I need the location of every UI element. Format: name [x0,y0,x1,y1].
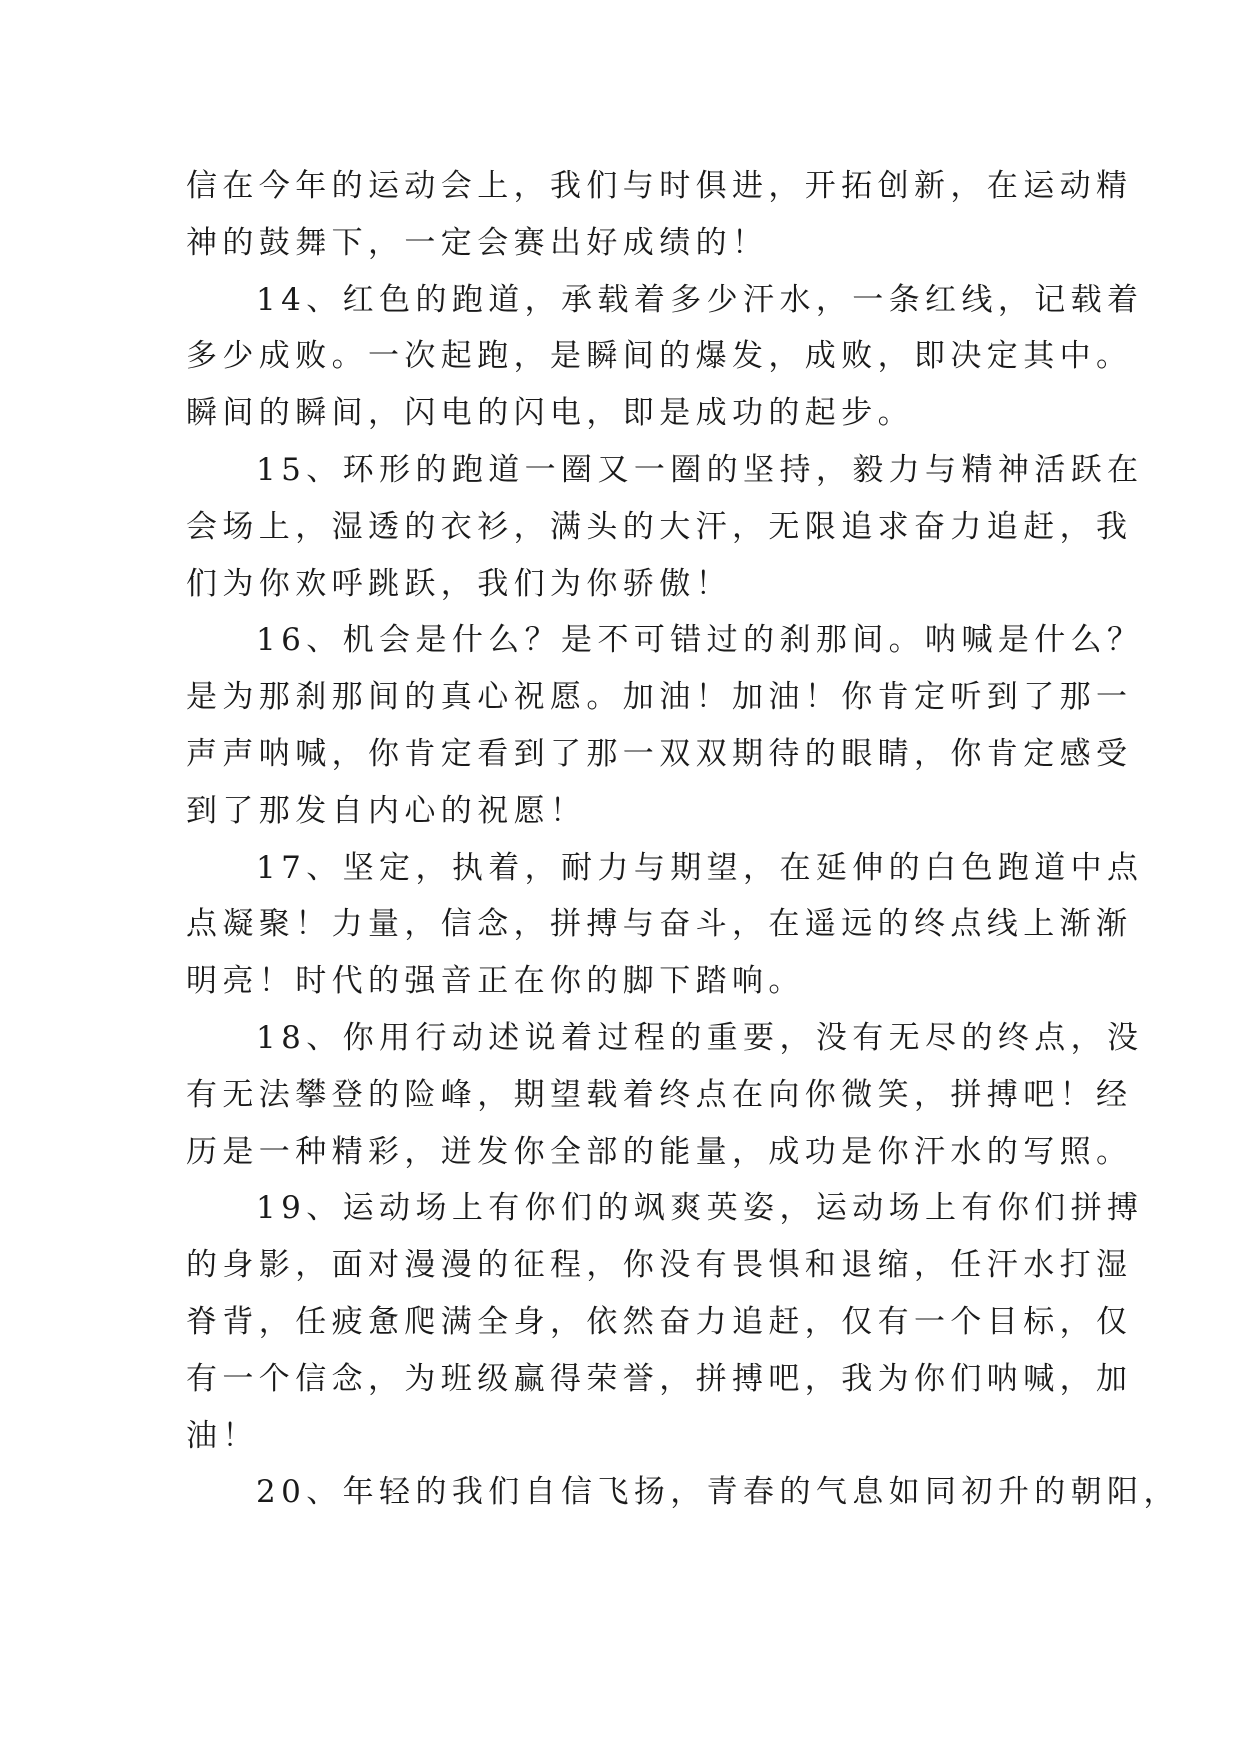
text-line-content: 17、坚定，执着，耐力与期望，在延伸的白色跑道中点 [256,849,1144,886]
text-line-content: 15、环形的跑道一圈又一圈的坚持，毅力与精神活跃在 [256,451,1144,488]
text-line [186,1408,1066,1465]
text-line-content: 声声呐喊，你肯定看到了那一双双期待的眼睛，你肯定感受 [186,735,1133,772]
text-line [186,1464,1180,1521]
text-line [186,1294,1133,1351]
text-line-content: 点凝聚！力量，信念，拼搏与奋斗，在遥远的终点线上渐渐 [186,906,1133,943]
text-line-content: 油！ [186,1417,259,1454]
text-line [186,726,1133,783]
text-line [186,896,1133,953]
text-line [186,442,1144,499]
text-line [186,612,1144,669]
text-line [186,840,1144,897]
text-line-content: 到了那发自内心的祝愿！ [186,792,587,829]
paragraph [186,1180,1144,1464]
text-line-content: 19、运动场上有你们的飒爽英姿，运动场上有你们拼搏 [256,1190,1144,1227]
text-line-content: 瞬间的瞬间，闪电的闪电，即是成功的起步。 [186,395,914,432]
text-line [186,215,1066,272]
text-line [186,158,1133,215]
text-line-content: 有无法攀登的险峰，期望载着终点在向你微笑，拼搏吧！经 [186,1076,1133,1113]
paragraph [186,158,1133,272]
text-line [186,328,1133,385]
text-line [186,1237,1133,1294]
paragraph [186,272,1144,442]
document-body [186,158,1180,1521]
paragraph [186,1010,1144,1180]
text-line [186,1010,1144,1067]
text-line [186,556,1066,613]
text-line [186,1351,1133,1408]
text-line-content: 历是一种精彩，迸发你全部的能量，成功是你汗水的写照。 [186,1133,1133,1170]
text-line-content: 16、机会是什么？是不可错过的刹那间。呐喊是什么？ [256,622,1144,659]
text-line-content: 14、红色的跑道，承载着多少汗水，一条红线，记载着 [256,281,1144,318]
text-line-content: 20、年轻的我们自信飞扬，青春的气息如同初升的朝阳， [256,1474,1180,1511]
text-line-content: 有一个信念，为班级赢得荣誉，拼搏吧，我为你们呐喊，加 [186,1360,1133,1397]
text-line [186,385,1066,442]
text-line-content: 会场上，湿透的衣衫，满头的大汗，无限追求奋力追赶，我 [186,508,1133,545]
text-line [186,669,1133,726]
text-line-content: 信在今年的运动会上，我们与时俱进，开拓创新，在运动精 [186,168,1133,204]
text-line [186,272,1144,329]
text-line-content: 明亮！时代的强音正在你的脚下踏响。 [186,963,805,1000]
text-line [186,1067,1133,1124]
text-line [186,499,1133,556]
text-line [186,1180,1144,1237]
text-line-content: 脊背，任疲惫爬满全身，依然奋力追赶，仅有一个目标，仅 [186,1303,1133,1340]
text-line-content: 是为那刹那间的真心祝愿。加油！加油！你肯定听到了那一 [186,679,1133,716]
text-line [186,953,1066,1010]
text-line-content: 多少成败。一次起跑，是瞬间的爆发，成败，即决定其中。 [186,338,1133,375]
text-line-content: 神的鼓舞下，一定会赛出好成绩的！ [186,224,769,261]
text-line-content: 的身影，面对漫漫的征程，你没有畏惧和退缩，任汗水打湿 [186,1247,1133,1284]
paragraph [186,442,1144,612]
text-line-content: 18、你用行动述说着过程的重要，没有无尽的终点，没 [256,1019,1144,1056]
text-line-content: 们为你欢呼跳跃，我们为你骄傲！ [186,565,732,602]
paragraph [186,612,1144,839]
paragraph [186,1464,1180,1521]
text-line [186,783,1066,840]
paragraph [186,840,1144,1010]
text-line [186,1124,1133,1181]
